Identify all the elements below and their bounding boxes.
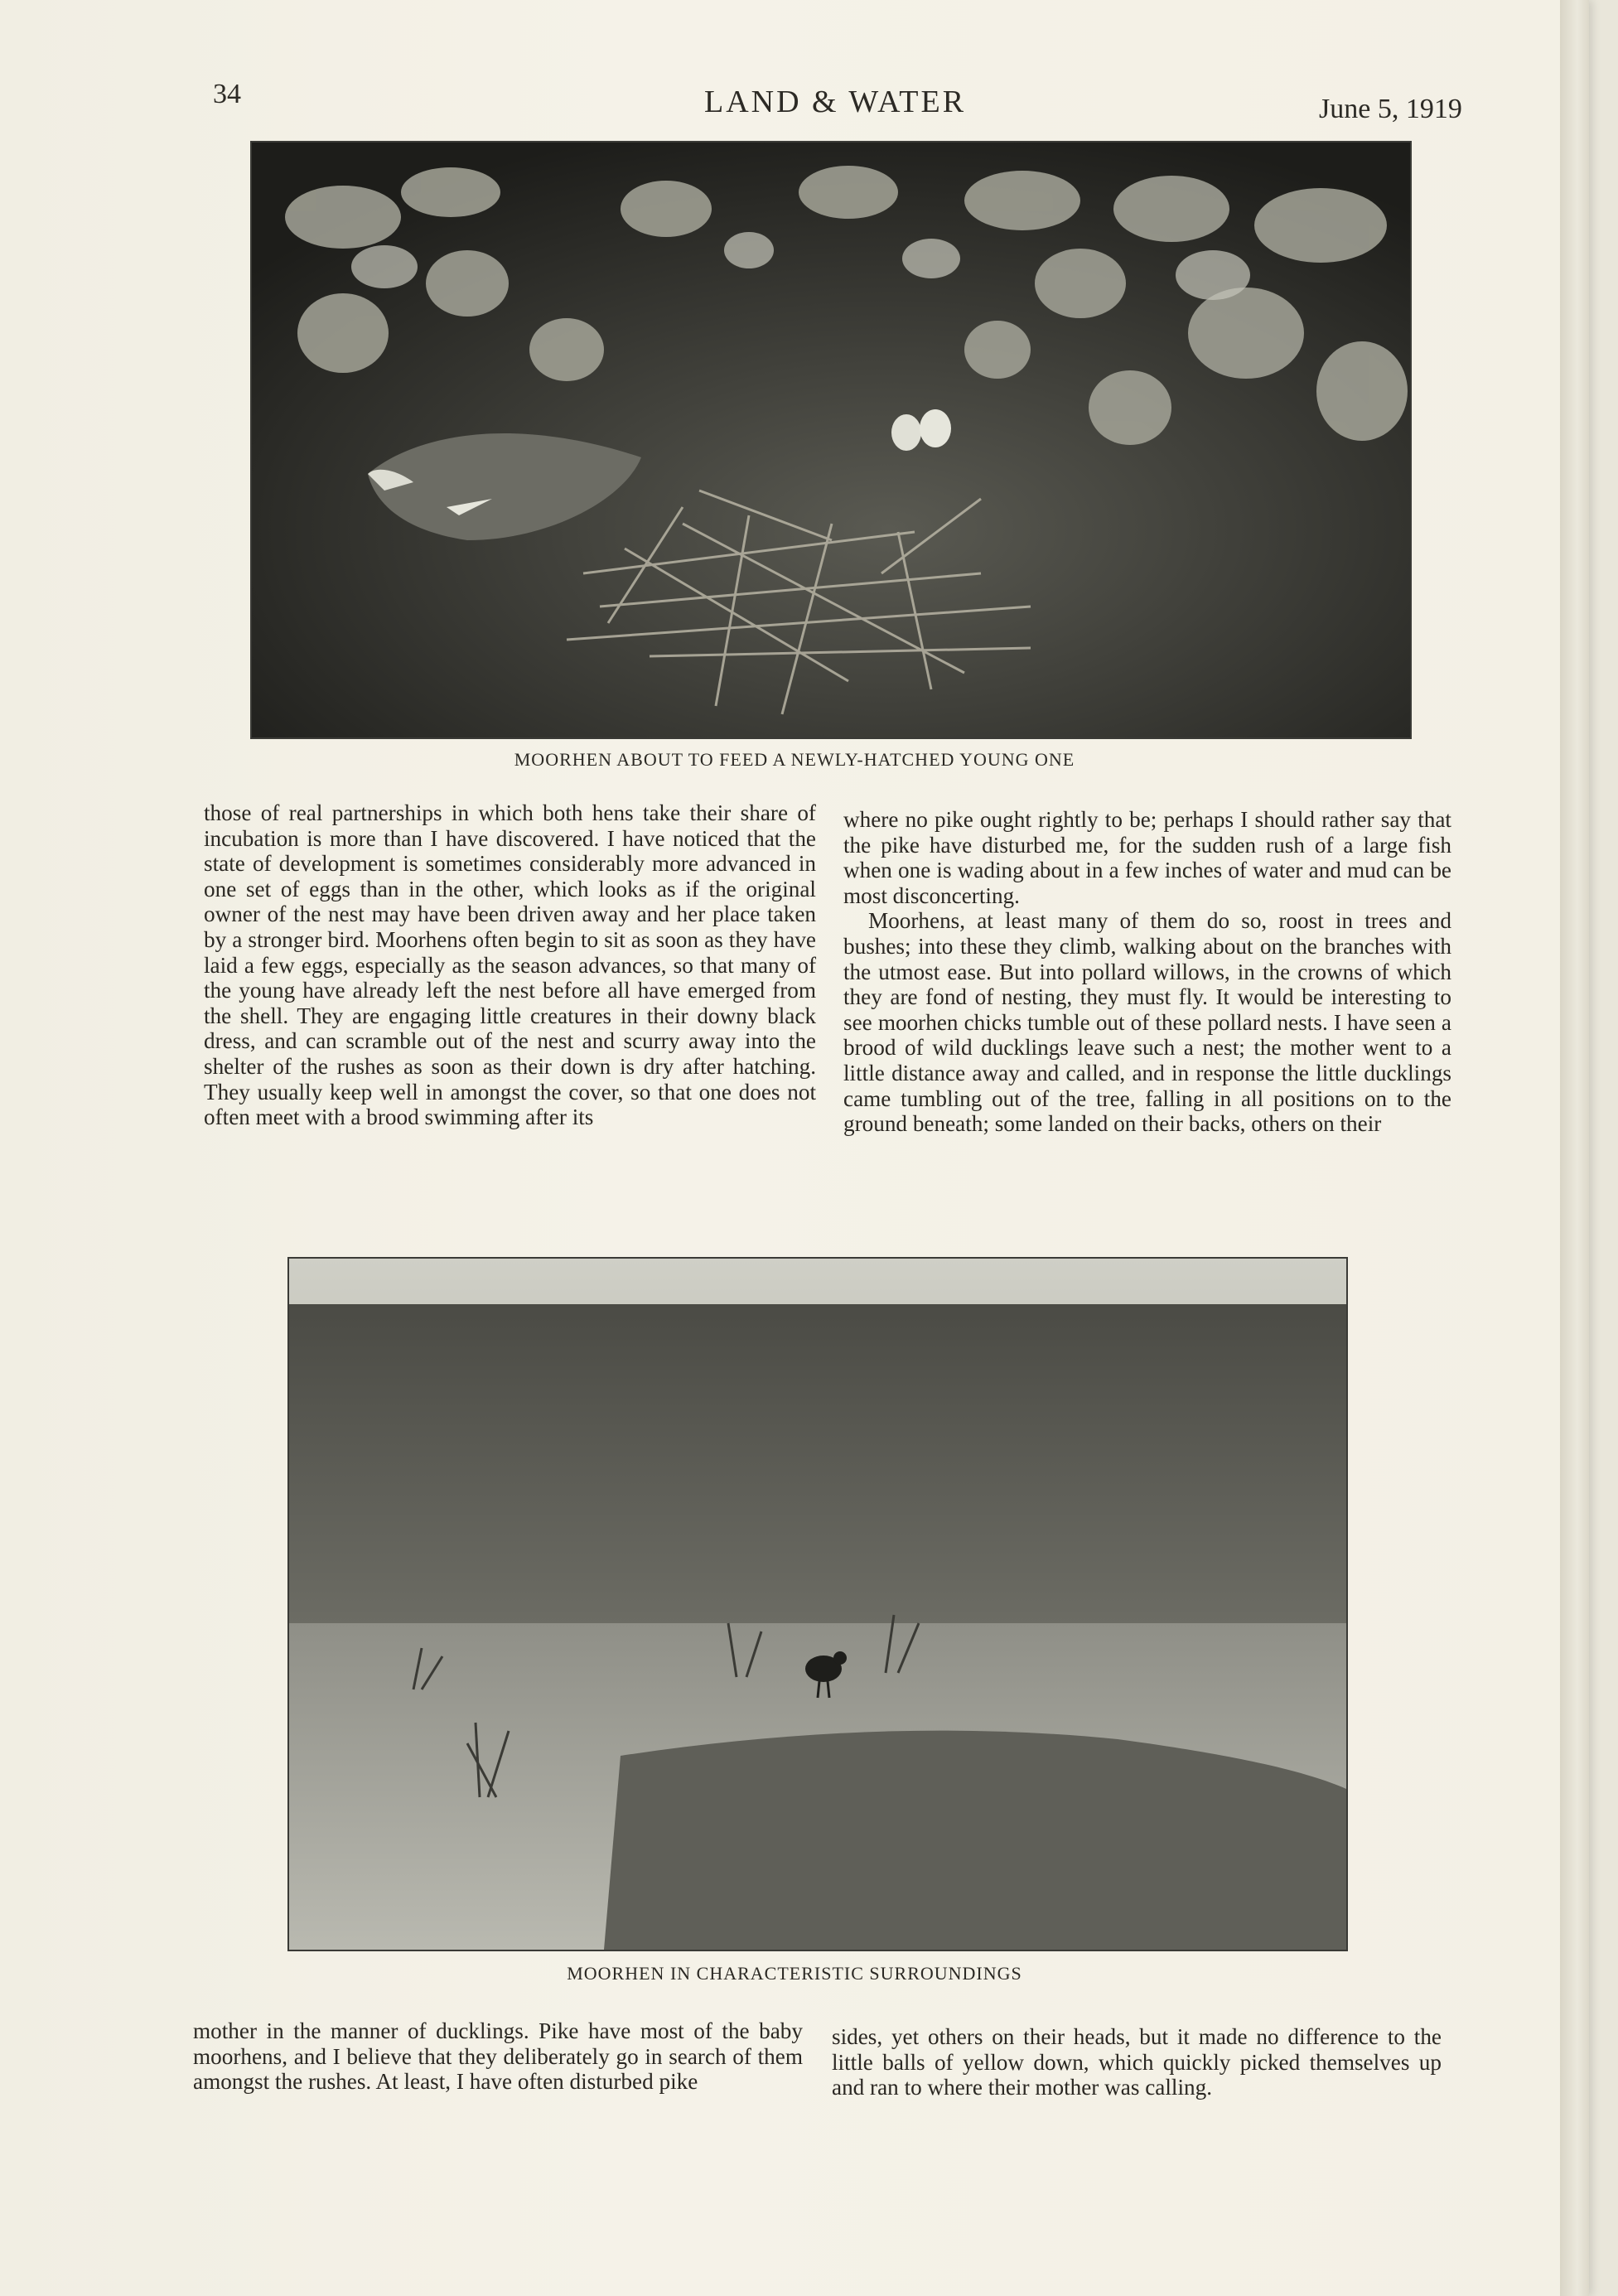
marsh-photo xyxy=(287,1257,1348,1951)
paragraph: mother in the manner of ducklings. Pike have most of the baby moorhens, and I believe that they deliberately go in search of them amongst the rushes. At least, I have often disturbed pike xyxy=(193,2018,803,2095)
nest-photo xyxy=(250,141,1412,739)
paragraph: where no pike ought rightly to be; perhaps I should rather say that the pike have disturbed me, for the sudden rush of a large fish when one is wading about in a few inches of water and mud can be most disconcerting. xyxy=(843,807,1451,908)
nest-photo-caption: MOORHEN ABOUT TO FEED A NEWLY-HATCHED YOUNG ONE xyxy=(514,749,1075,770)
magazine-title: LAND & WATER xyxy=(704,85,967,119)
page-edge xyxy=(1560,0,1589,2296)
article-column-lower-left xyxy=(193,2018,803,2095)
article-column-upper-left xyxy=(204,800,816,1130)
marsh-photo-caption: MOORHEN IN CHARACTERISTIC SURROUNDINGS xyxy=(567,1963,1022,1984)
issue-date: June 5, 1919 xyxy=(1319,94,1462,124)
page-number: 34 xyxy=(213,79,241,109)
paragraph: sides, yet others on their heads, but it made no difference to the little balls of yellow down, which quickly picked themselves up and ran to where their mother was calling. xyxy=(832,2024,1442,2100)
page-header xyxy=(0,79,1589,128)
article-column-lower-right xyxy=(832,2024,1442,2100)
paragraph: those of real partnerships in which both hens take their share of incubation is more than I have discovered. I have noticed that the state of development is sometimes considerably more advanced in one set of eggs than in the other, which looks as if the original owner of the nest may have been driven away and her place taken by a stronger bird. Moorhens often begin to sit as soon as they have laid a few eggs, especially as the season advances, so that many of the young have already left the nest before all have emerged from the shell. They are engaging little creatures in their downy black dress, and can scramble out of the nest and scurry away into the shelter of the rushes as soon as their down is dry after hatching. They usually keep well in amongst the cover, so that one does not often meet with a brood swimming after its xyxy=(204,800,816,1130)
paragraph: Moorhens, at least many of them do so, roost in trees and bushes; into these they climb, walking about on the branches with the utmost ease. But into pollard willows, in the crowns of which they are fond of nesting, they must fly. It would be interesting to see moorhen chicks tumble out of these pollard nests. I have seen a brood of wild ducklings leave such a nest; the mother went to a little distance away and called, and in response the little ducklings came tumbling out of the tree, falling in all positions on to the ground beneath; some landed on their backs, others on their xyxy=(843,908,1451,1137)
article-column-upper-right xyxy=(843,807,1451,1137)
